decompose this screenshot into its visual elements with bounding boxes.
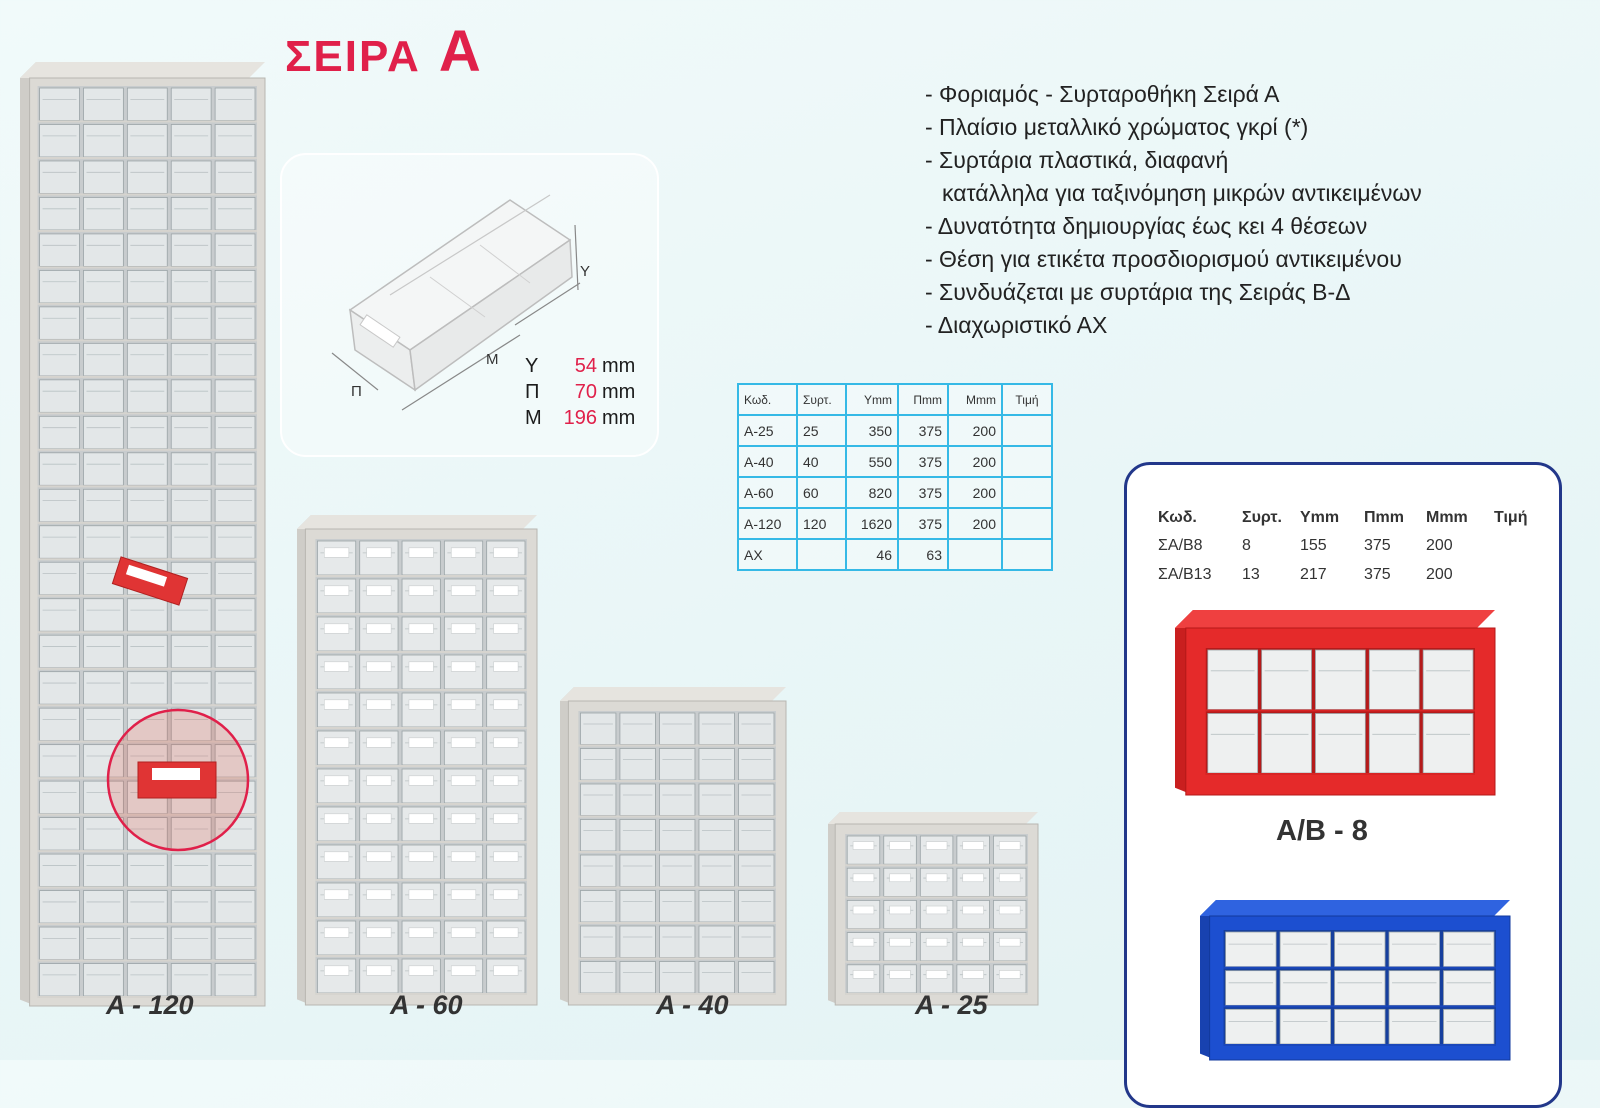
dim-unit: mm xyxy=(602,407,636,429)
table-row xyxy=(738,415,1052,446)
table-header: Μmm xyxy=(948,384,1002,415)
feature-item: - Πλαίσιο μεταλλικό χρώματος γκρί (*) xyxy=(925,114,1309,140)
page-title xyxy=(285,18,483,85)
product-label-a25: A - 25 xyxy=(915,990,988,1020)
dim-value: 54 xyxy=(574,355,597,377)
table-cell: A-25 xyxy=(738,415,797,446)
table-header: Τιμή xyxy=(1494,509,1528,526)
table-header: Πmm xyxy=(898,384,948,415)
feature-item: κατάλληλα για ταξινόμηση μικρών αντικειμένων xyxy=(942,180,1422,206)
table-cell: 217 xyxy=(1300,565,1327,583)
table-cell: 200 xyxy=(948,508,1002,539)
table-cell: 350 xyxy=(846,415,898,446)
dim-unit: mm xyxy=(602,381,636,403)
table-cell: A-40 xyxy=(738,446,797,477)
table-cell: A-60 xyxy=(738,477,797,508)
table-header: Συρτ. xyxy=(797,384,846,415)
cabinet-blue-icon xyxy=(1200,900,1510,1060)
table-cell: 1620 xyxy=(846,508,898,539)
table-cell: 46 xyxy=(846,539,898,570)
table-cell xyxy=(1494,560,1534,589)
feature-item: - Φοριαμός - Συρταροθήκη Σειρά Α xyxy=(925,81,1280,107)
table-cell xyxy=(1002,477,1052,508)
table-cell: 25 xyxy=(797,415,846,446)
table-cell: 200 xyxy=(1426,536,1453,554)
dim-unit: mm xyxy=(602,355,636,377)
table-cell: 60 xyxy=(797,477,846,508)
feature-item: - Θέση για ετικέτα προσδιορισμού αντικειμένου xyxy=(925,246,1402,272)
table-cell xyxy=(1002,539,1052,570)
table-cell: 200 xyxy=(1426,565,1453,583)
table-header: Κωδ. xyxy=(1158,509,1197,526)
table-cell: 375 xyxy=(898,508,948,539)
product-label-a60: A - 60 xyxy=(390,990,463,1020)
axis-label-p: Π xyxy=(351,383,362,400)
cabinet-a60-icon xyxy=(297,515,537,1005)
table-cell: ΣΑ/Β8 xyxy=(1158,536,1203,554)
table-cell: 375 xyxy=(898,477,948,508)
table-cell: 375 xyxy=(1364,565,1391,583)
table-cell xyxy=(948,539,1002,570)
table-header: Υmm xyxy=(846,384,898,415)
table-cell xyxy=(1494,531,1534,560)
table-cell: 63 xyxy=(898,539,948,570)
table-cell: 375 xyxy=(898,415,948,446)
table-header: Συρτ. xyxy=(1242,509,1282,526)
title-letter: A xyxy=(438,19,483,84)
table-row xyxy=(738,539,1052,570)
feature-list xyxy=(925,78,1422,342)
table-cell: 200 xyxy=(948,446,1002,477)
dim-value: 196 xyxy=(563,407,597,429)
table-header: Τιμή xyxy=(1002,384,1052,415)
table-header: Πmm xyxy=(1364,509,1405,526)
dim-row-m xyxy=(525,405,635,431)
table-cell: 550 xyxy=(846,446,898,477)
table-cell: AX xyxy=(738,539,797,570)
feature-item: - Συνδυάζεται με συρτάρια της Σειράς Β-Δ xyxy=(925,279,1351,305)
table-header-row xyxy=(1158,505,1534,531)
table-header: Υmm xyxy=(1300,509,1340,526)
table-cell: 40 xyxy=(797,446,846,477)
table-row xyxy=(738,446,1052,477)
table-header: Μmm xyxy=(1426,509,1468,526)
cabinet-a120-icon xyxy=(20,62,265,1006)
axis-label-m: M xyxy=(486,351,499,368)
feature-item: - Συρτάρια πλαστικά, διαφανή xyxy=(925,147,1229,173)
table-row xyxy=(738,477,1052,508)
table-cell: 375 xyxy=(898,446,948,477)
table-row xyxy=(1158,560,1534,589)
drawer-dimensions xyxy=(525,353,635,431)
dim-row-y xyxy=(525,353,635,379)
table-header: Κωδ. xyxy=(738,384,797,415)
dim-label: M xyxy=(525,407,542,429)
table-cell xyxy=(1002,446,1052,477)
series-a-table xyxy=(737,383,1053,571)
product-label-a120: A - 120 xyxy=(106,990,194,1020)
axis-label-y: Y xyxy=(580,263,591,280)
table-cell: 8 xyxy=(1242,536,1251,554)
dim-row-p xyxy=(525,379,635,405)
table-cell: 13 xyxy=(1242,565,1260,583)
dim-label: Π xyxy=(525,381,540,403)
table-cell xyxy=(1002,415,1052,446)
table-row xyxy=(738,508,1052,539)
feature-item: - Δυνατότητα δημιουργίας έως κει 4 θέσεων xyxy=(925,213,1368,239)
table-cell: 120 xyxy=(797,508,846,539)
table-row xyxy=(1158,531,1534,560)
series-ab-table xyxy=(1158,505,1534,589)
table-cell: 155 xyxy=(1300,536,1327,554)
feature-item: - Διαχωριστικό ΑΧ xyxy=(925,312,1108,338)
cabinet-a40-icon xyxy=(560,687,786,1005)
table-cell: A-120 xyxy=(738,508,797,539)
product-label-ab8: A/B - 8 xyxy=(1276,815,1368,847)
table-cell: ΣΑ/Β13 xyxy=(1158,565,1212,583)
table-cell xyxy=(1002,508,1052,539)
table-header-row xyxy=(738,384,1052,415)
cabinet-red-icon xyxy=(1175,610,1495,795)
product-label-a40: A - 40 xyxy=(656,990,729,1020)
table-cell: 200 xyxy=(948,415,1002,446)
cabinet-a25-icon xyxy=(828,812,1038,1005)
table-cell: 200 xyxy=(948,477,1002,508)
title-prefix: ΣΕΙΡΑ xyxy=(285,32,421,81)
table-cell: 375 xyxy=(1364,536,1391,554)
table-cell xyxy=(797,539,846,570)
dim-value: 70 xyxy=(574,381,597,403)
dim-label: Y xyxy=(525,355,539,377)
table-cell: 820 xyxy=(846,477,898,508)
